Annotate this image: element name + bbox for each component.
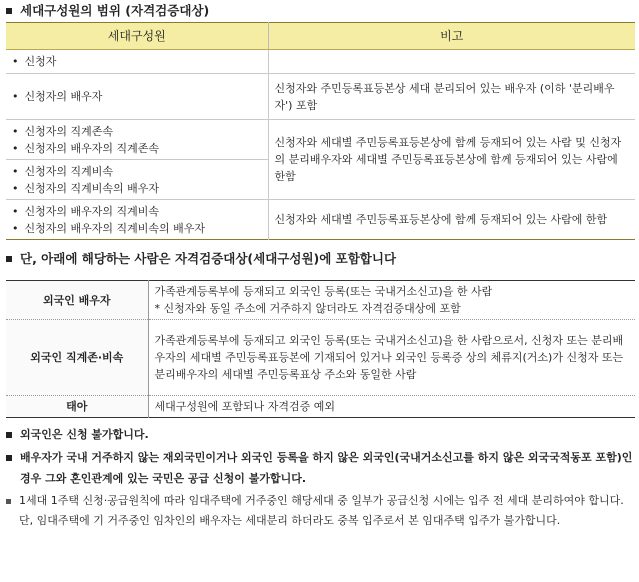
- note-text: 외국인은 신청 불가합니다.: [20, 428, 149, 441]
- table-row: [6, 200, 635, 240]
- member-item: • 신청자의 직계비속의 배우자: [12, 180, 262, 197]
- section-heading-household-scope: [6, 0, 635, 22]
- member-item: • 신청자의 직계비속: [12, 163, 262, 180]
- table-header-row: [6, 23, 635, 50]
- remarks-cell: 신청자와 세대별 주민등록표등본상에 함께 등재되어 있는 사람에 한함: [268, 200, 635, 240]
- description-subnote: * 신청자와 동일 주소에 거주하지 않더라도 자격검증대상에 포함: [154, 302, 461, 315]
- member-item: • 신청자: [12, 53, 262, 70]
- note-item: [6, 447, 635, 489]
- column-header-members: 세대구성원: [6, 23, 268, 50]
- members-cell: [6, 160, 268, 200]
- row-label: 외국인 직계존·비속: [6, 320, 148, 396]
- table-row: [6, 50, 635, 74]
- household-members-table: [6, 22, 635, 240]
- row-label: 외국인 배우자: [6, 281, 148, 320]
- members-cell: [6, 50, 268, 74]
- square-bullet-icon: [6, 256, 12, 262]
- remarks-cell: 신청자와 세대별 주민등록표등본상에 함께 등재되어 있는 사람 및 신청자의 분리배우자와 세대별 주민등록표등본상에 함께 등재되어 있는 사람에 한함: [268, 120, 635, 200]
- row-description: 세대구성원에 포함되나 자격검증 예외: [148, 396, 635, 418]
- member-item: • 신청자의 배우자의 직계비속의 배우자: [12, 220, 262, 237]
- description-text: 가족관계등록부에 등재되고 외국인 등록(또는 국내거소신고)을 한 사람: [154, 285, 493, 298]
- section-heading-inclusions: [6, 246, 635, 272]
- note-text: 배우자가 국내 거주하지 않는 재외국민이거나 외국인 등록을 하지 않은 외국인(국내거소신고를 하지 않은 외국국적동포 포함)인 경우 그와 혼인관계에 있는 국민은 공급 신청이 불가합니다.: [20, 451, 633, 485]
- section-title: 세대구성원의 범위 (자격검증대상): [20, 2, 210, 18]
- section-title: 단, 아래에 해당하는 사람은 자격검증대상(세대구성원)에 포함합니다: [20, 250, 397, 266]
- column-header-remarks: 비고: [268, 23, 635, 50]
- members-cell: [6, 74, 268, 120]
- member-item: • 신청자의 배우자의 직계비속: [12, 203, 262, 220]
- table-row: [6, 74, 635, 120]
- note-item: [6, 491, 635, 531]
- table-row: [6, 281, 635, 320]
- square-bullet-icon: [6, 499, 11, 504]
- table-row: [6, 320, 635, 396]
- member-item: • 신청자의 배우자의 직계존속: [12, 140, 262, 157]
- row-description: [148, 281, 635, 320]
- inclusions-table: [6, 280, 635, 418]
- member-item: • 신청자의 직계존속: [12, 123, 262, 140]
- square-bullet-icon: [6, 455, 12, 461]
- square-bullet-icon: [6, 432, 12, 438]
- row-description: 가족관계등록부에 등재되고 외국인 등록(또는 국내거소신고)을 한 사람으로서, 신청자 또는 분리배우자의 세대별 주민등록표등본에 기재되어 있거나 외국인 등록증 상의 체류지(거소)가 신청자 또는 분리배우자의 세대별 주민등록표상 주소와 동일한 사람: [148, 320, 635, 396]
- note-text: 1세대 1주택 신청·공급원칙에 따라 임대주택에 거주중인 해당세대 중 일부가 공급신청 시에는 입주 전 세대 분리하여야 합니다. 단, 임대주택에 기 거주중인 임차인의 배우자는 세대분리 하더라도 중복 입주로서 본 임대주택 입주가 불가합니다.: [19, 494, 624, 527]
- members-cell: [6, 120, 268, 160]
- members-cell: [6, 200, 268, 240]
- table-row: [6, 120, 635, 160]
- row-label: 태아: [6, 396, 148, 418]
- remarks-cell: [268, 50, 635, 74]
- remarks-cell: 신청자와 주민등록표등본상 세대 분리되어 있는 배우자 (이하 '분리배우자') 포함: [268, 74, 635, 120]
- note-item: [6, 424, 635, 445]
- square-bullet-icon: [6, 8, 12, 14]
- notes-list: [6, 424, 635, 531]
- table-row: [6, 396, 635, 418]
- member-item: • 신청자의 배우자: [12, 88, 262, 105]
